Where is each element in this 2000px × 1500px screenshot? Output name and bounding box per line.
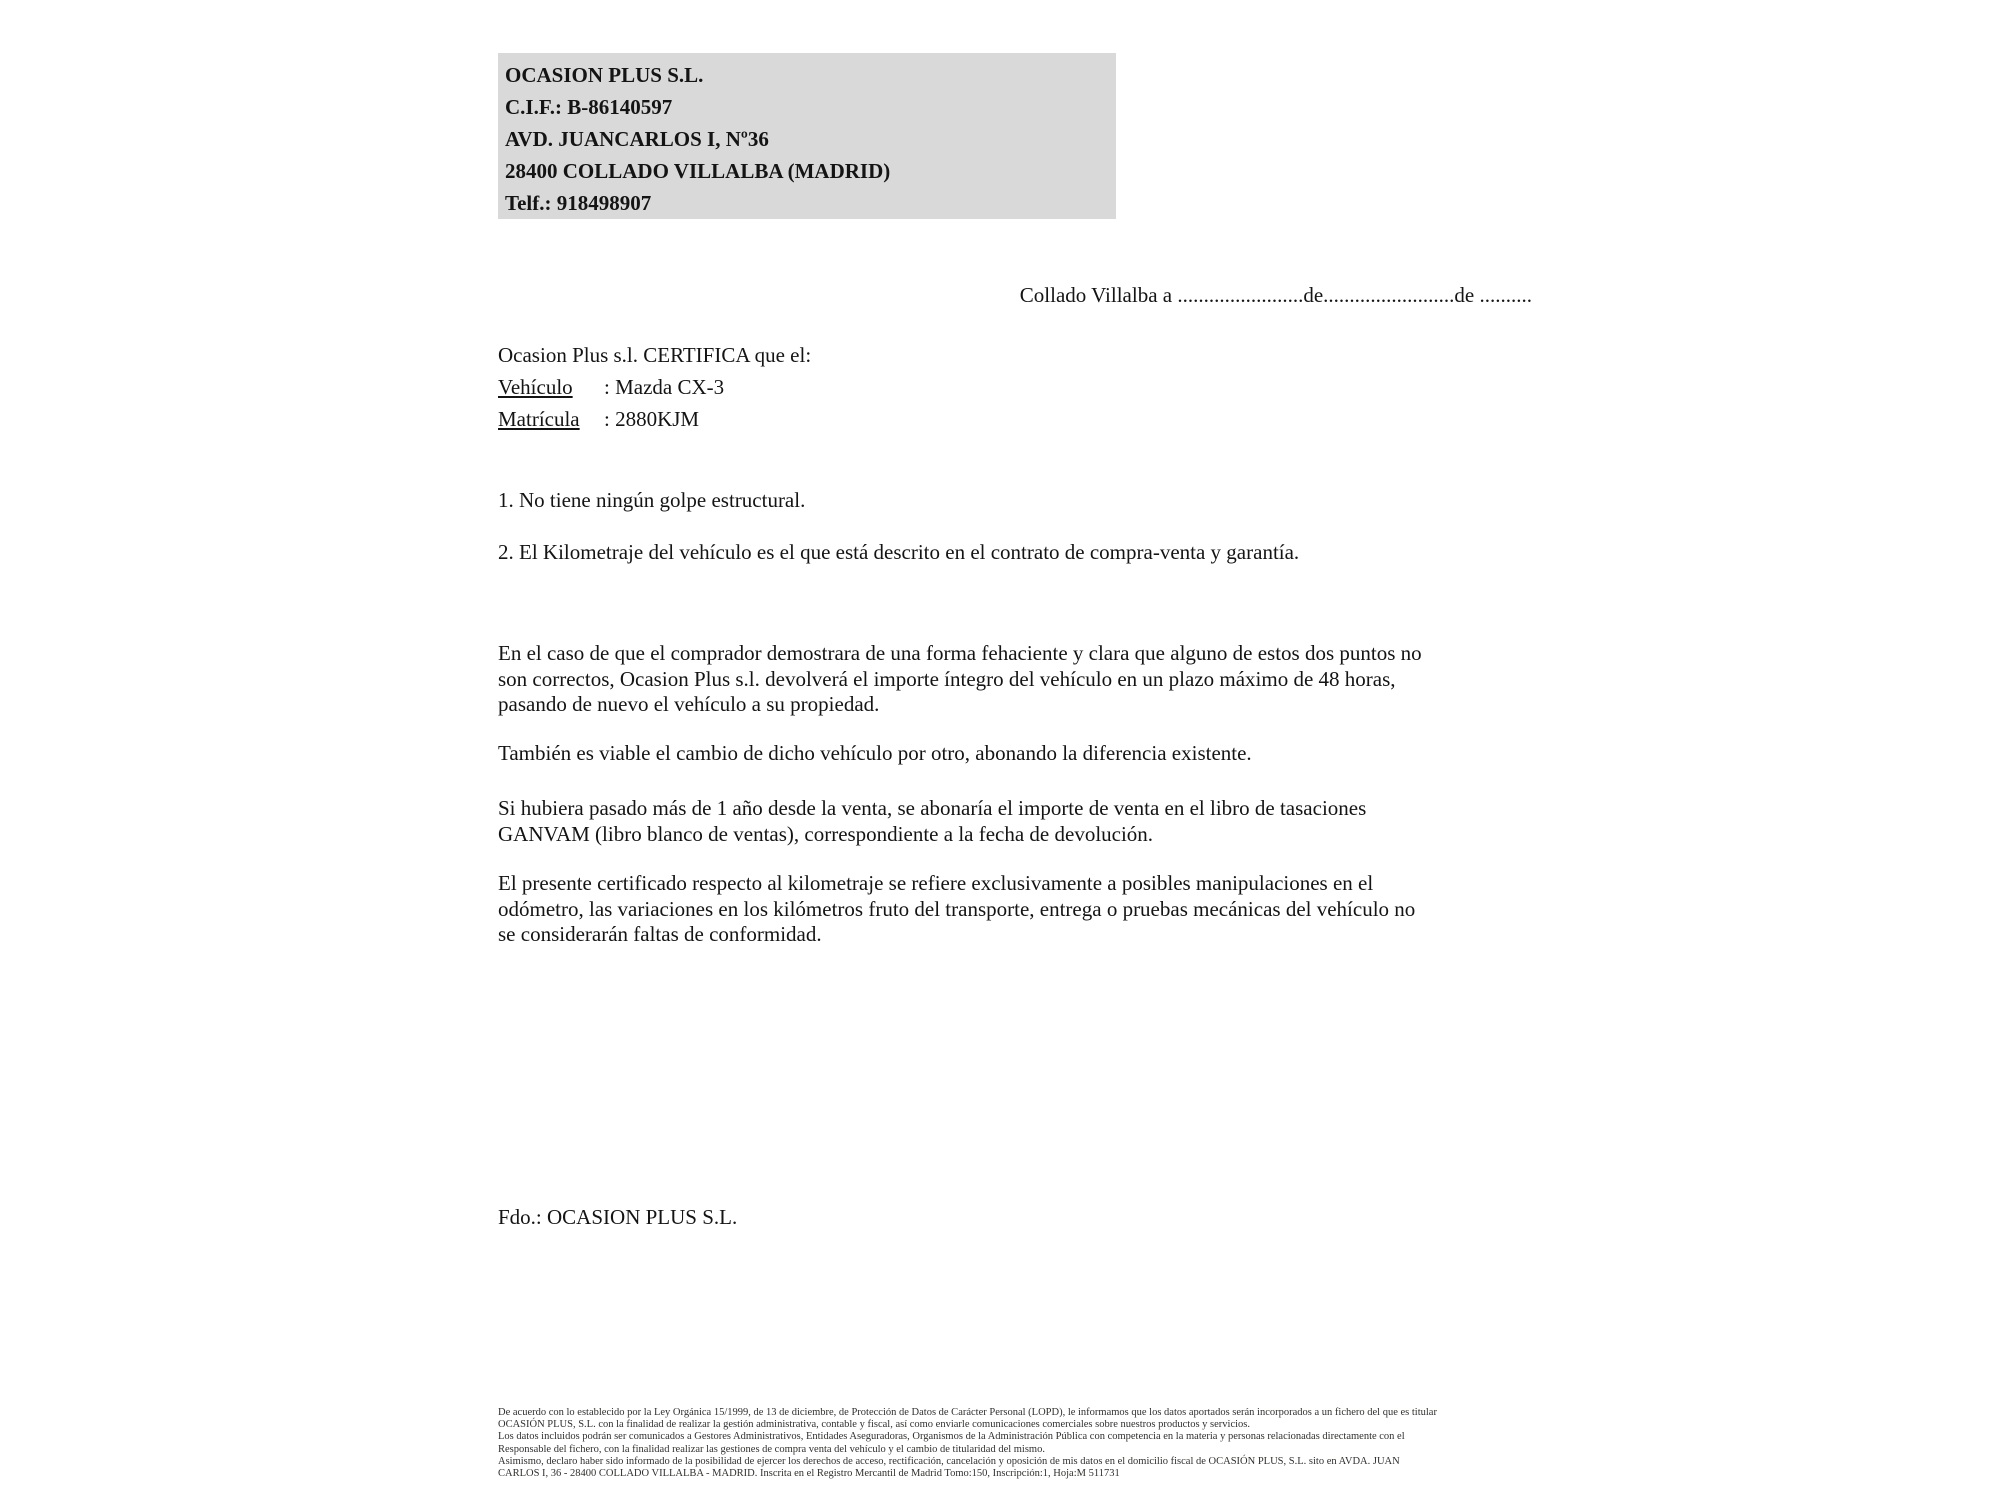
paragraph-exchange-option: También es viable el cambio de dicho vehículo por otro, abonando la diferencia existente. (498, 741, 1252, 765)
plate-field-label-wrap (498, 407, 604, 432)
company-city: 28400 COLLADO VILLALBA (MADRID) (505, 159, 891, 183)
plate-field-row (498, 407, 699, 432)
vehicle-field-value: : Mazda CX-3 (604, 375, 725, 399)
company-header-box (498, 53, 1116, 219)
company-name: OCASION PLUS S.L. (505, 63, 704, 87)
vehicle-field-row (498, 375, 724, 400)
signature-line: Fdo.: OCASION PLUS S.L. (498, 1205, 738, 1229)
legal-footer-smallprint: De acuerdo con lo establecido por la Ley Orgánica 15/1999, de 13 de diciembre, de Protección de Datos de Carácter Personal (LOPD), le informamos que los datos aportados serán incorporados a un fichero del que es titular OCASIÓN PLUS, S.L. con la finalidad de realizar la gestión administrativa, contable y fiscal, así como enviarle comunicaciones comerciales sobre nuestros productos y servicios. Los datos incluidos podrán ser comunicados a Gestores Administrativos, Entidades Aseguradoras, Organismos de la Administración Pública con competencia en la materia y personas relacionadas directamente con el Responsable del fichero, con la finalidad realizar las gestiones de compra venta del vehículo y el cambio de titularidad del mismo. Asimismo, declaro haber sido informado de la posibilidad de ejercer los derechos de acceso, rectificación, cancelación y oposición de mis datos en el domicilio fiscal de OCASIÓN PLUS, S.L. sito en AVDA. JUAN CARLOS I, 36 - 28400 COLLADO VILLALBA - MADRID. Inscrita en el Registro Mercantil de Madrid Tomo:150, Inscripción:1, Hoja:M 511731 (498, 1407, 1437, 1480)
company-cif: C.I.F.: B-86140597 (505, 95, 673, 119)
company-phone: Telf.: 918498907 (505, 191, 652, 215)
condition-2: 2. El Kilometraje del vehículo es el que está descrito en el contrato de compra-venta y garantía. (498, 540, 1300, 564)
plate-field-label: Matrícula (498, 407, 580, 431)
paragraph-refund-policy: En el caso de que el comprador demostrara de una forma fehaciente y clara que alguno de estos dos puntos no son correctos, Ocasion Plus s.l. devolverá el importe íntegro del vehículo en un plazo máximo de 48 horas, pasando de nuevo el vehículo a su propiedad. (498, 641, 1422, 716)
plate-field-value: : 2880KJM (604, 407, 700, 431)
company-address: AVD. JUANCARLOS I, Nº36 (505, 127, 769, 151)
vehicle-field-label-wrap (498, 375, 604, 400)
date-fill-in-line: Collado Villalba a ........................de.........................de .......... (1019, 283, 1532, 307)
condition-1: 1. No tiene ningún golpe estructural. (498, 488, 806, 512)
vehicle-field-label: Vehículo (498, 375, 573, 399)
certification-intro: Ocasion Plus s.l. CERTIFICA que el: (498, 343, 812, 367)
paragraph-odometer-scope: El presente certificado respecto al kilometraje se refiere exclusivamente a posibles manipulaciones en el odómetro, las variaciones en los kilómetros fruto del transporte, entrega o pruebas mecánicas del vehículo no se considerarán faltas de conformidad. (498, 871, 1416, 946)
paragraph-ganvam-valuation: Si hubiera pasado más de 1 año desde la venta, se abonaría el importe de venta en el libro de tasaciones GANVAM (libro blanco de ventas), correspondiente a la fecha de devolución. (498, 796, 1367, 846)
